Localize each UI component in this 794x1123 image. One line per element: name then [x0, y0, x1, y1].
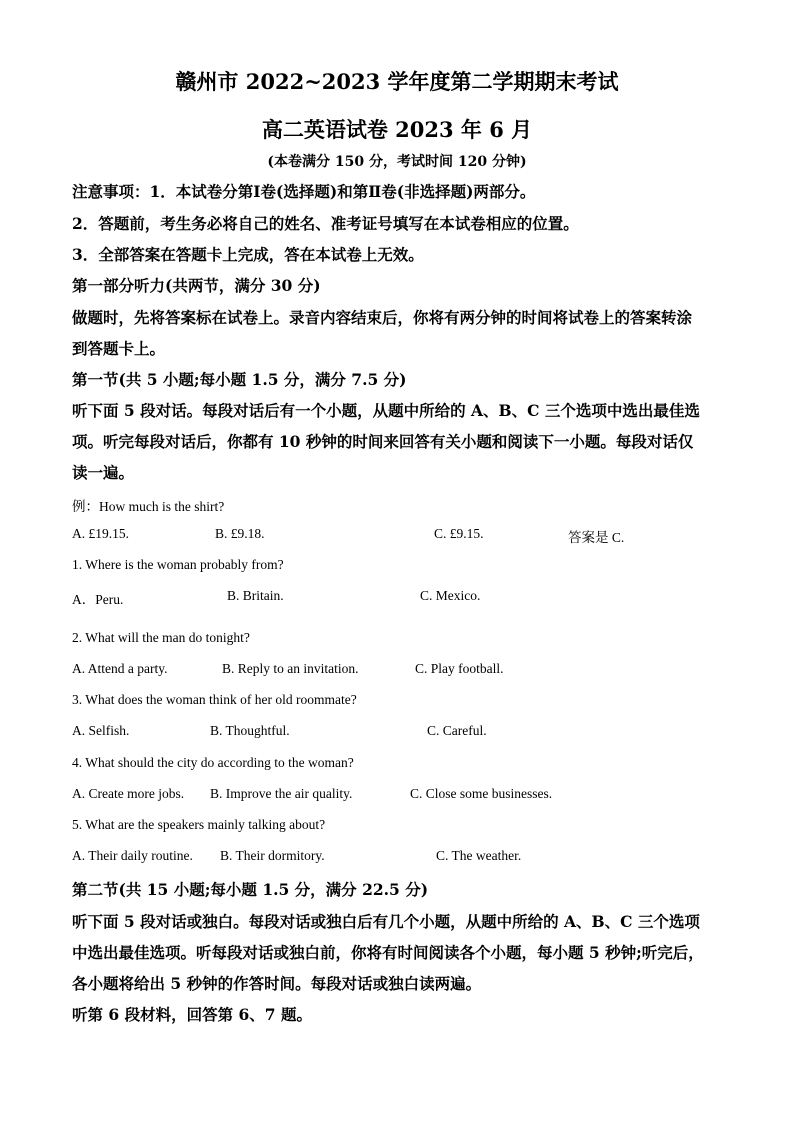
question-1: 1. Where is the woman probably from? [72, 557, 284, 572]
question-5-option-b: B. Their dormitory. [220, 848, 325, 863]
example-option-a: A. £19.15. [72, 526, 129, 541]
question-2-option-c: C. Play football. [415, 661, 504, 676]
instruction-1: 注意事项：1．本试卷分第Ⅰ卷(选择题)和第Ⅱ卷(非选择题)两部分。 [72, 182, 536, 201]
section2-intro-line1: 听下面 5 段对话或独白。每段对话或独白后有几个小题，从题中所给的 A、B、C 三个选项 [72, 912, 700, 931]
question-4-option-a: A. Create more jobs. [72, 786, 185, 801]
section2-intro-line3: 各小题将给出 5 秒钟的作答时间。每段对话或独白读两遍。 [72, 974, 482, 993]
section1-heading: 第一节(共 5 小题;每小题 1.5 分，满分 7.5 分) [72, 370, 407, 389]
example-answer: 答案是 C. [568, 530, 625, 545]
question-3-option-c: C. Careful. [427, 723, 487, 738]
question-1-option-c: C. Mexico. [420, 588, 481, 603]
question-2-option-a: A. Attend a party. [72, 661, 168, 676]
question-3-option-b: B. Thoughtful. [210, 723, 290, 738]
instruction-2: 2．答题前，考生务必将自己的姓名、准考证号填写在本试卷相应的位置。 [72, 214, 579, 233]
question-1-option-b: B. Britain. [227, 588, 284, 603]
exam-note: (本卷满分 150 分，考试时间 120 分钟) [267, 154, 527, 170]
example-option-c: C. £9.15. [434, 526, 484, 541]
section2-intro-line2: 中选出最佳选项。听每段对话或独白前，你将有时间阅读各个小题，每小题 5 秒钟;听完后， [72, 943, 704, 962]
exam-subtitle: 高二英语试卷 2023 年 6 月 [261, 117, 533, 142]
section1-intro-line3: 读一遍。 [72, 463, 135, 482]
question-3: 3. What does the woman think of her old roommate? [72, 692, 357, 707]
question-2-option-b: B. Reply to an invitation. [222, 661, 359, 676]
question-5-option-a: A. Their daily routine. [72, 848, 193, 863]
exam-title: 赣州市 2022~2023 学年度第二学期期末考试 [175, 69, 619, 94]
part1-intro-line1: 做题时，先将答案标在试卷上。录音内容结束后，你将有两分钟的时间将试卷上的答案转涂 [72, 308, 693, 327]
question-5-option-c: C. The weather. [436, 848, 522, 863]
question-4-option-c: C. Close some businesses. [410, 786, 553, 801]
question-1-option-a: A．Peru. [72, 592, 124, 607]
section1-intro-line2: 项。听完每段对话后，你都有 10 秒钟的时间来回答有关小题和阅读下一小题。每段对话仅 [72, 432, 694, 451]
section2-heading: 第二节(共 15 小题;每小题 1.5 分，满分 22.5 分) [72, 880, 429, 899]
section1-intro-line1: 听下面 5 段对话。每段对话后有一个小题，从题中所给的 A、B、C 三个选项中选出最佳选 [72, 401, 700, 420]
part1-heading: 第一部分听力(共两节，满分 30 分) [72, 276, 321, 295]
part1-intro-line2: 到答题卡上。 [72, 339, 166, 358]
question-5: 5. What are the speakers mainly talking about? [72, 817, 326, 832]
question-2: 2. What will the man do tonight? [72, 630, 250, 645]
section2-material: 听第 6 段材料，回答第 6、7 题。 [72, 1005, 312, 1024]
example-question: 例：How much is the shirt? [72, 499, 225, 514]
question-4-option-b: B. Improve the air quality. [210, 786, 353, 801]
instruction-3: 3．全部答案在答题卡上完成，答在本试卷上无效。 [72, 245, 424, 264]
example-option-b: B. £9.18. [215, 526, 265, 541]
question-3-option-a: A. Selfish. [72, 723, 130, 738]
question-4: 4. What should the city do according to the woman? [72, 755, 354, 770]
